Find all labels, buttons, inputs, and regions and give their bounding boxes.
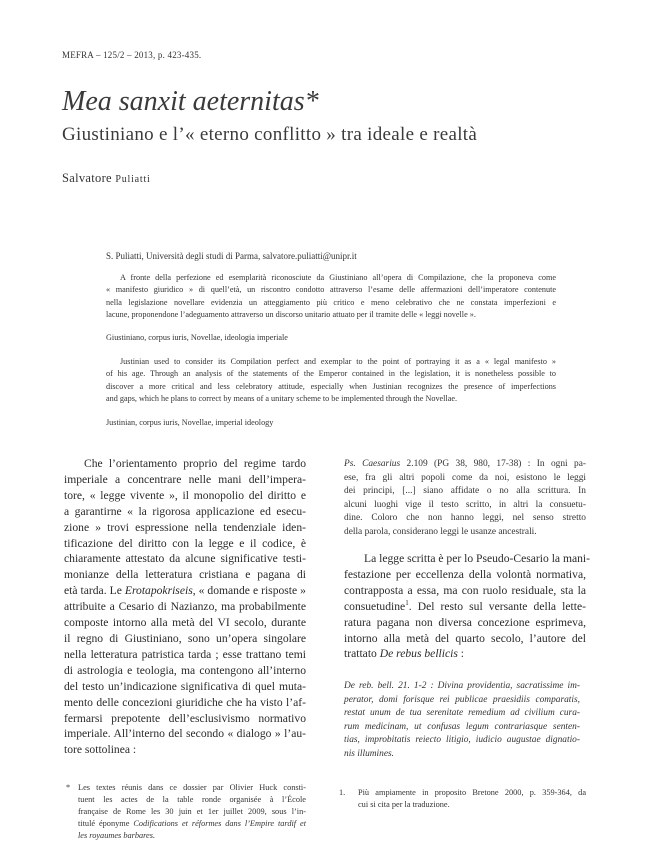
body-text: , « domande e risposte »	[192, 584, 306, 598]
abstract-en-line: of his age. Through an analysis of the statements of the Emperor contained in the legislation, it is nonetheless possible to	[106, 369, 556, 379]
quote-de-rebus-bellicis	[344, 680, 580, 762]
body-line: di astrologia e teologia, ma contengono all’interno	[64, 663, 306, 677]
body-line: mento delle concezioni giuridiche che ha visto l’af-	[64, 695, 306, 709]
quote-line: nis illumines.	[344, 748, 395, 759]
body-line: tore, « legge vivente », il monopolio del diritto e	[64, 488, 306, 502]
body-line: nella letteratura patristica tarda ; esse trattano temi	[64, 647, 306, 661]
body-line: imperiale. All’interno del secondo « dialogo » l’au-	[64, 727, 306, 741]
abstract-english	[106, 356, 556, 405]
footnote-1	[339, 787, 586, 811]
body-line: a garantirne « la rigorosa applicazione ed esecu-	[64, 504, 306, 518]
abstract-it-line: « manifesto giuridico » di quell’età, un riscontro condotto attraverso l’esame delle affermazioni dell’imperatore contenute	[106, 285, 556, 295]
body-left-column	[64, 456, 306, 758]
quote-line: dine. Coloro che non hanno leggi, nel senso stretto	[344, 513, 586, 524]
body-text: consuetudine	[344, 599, 406, 613]
abstract-en-line: and gaps, which he plans to correct by means of a unitary scheme to be implemented through the Novellae.	[106, 393, 458, 403]
body-line: attribuite a Cesario di Nazianzo, ma probabilmente	[64, 600, 306, 614]
abstract-it-line: lacune, proponendone l’adeguamento attraverso un discorso unitario attuato per il tramite delle « leggi novelle ».	[106, 309, 476, 319]
quote-text: 2.109 (PG 38, 980, 17-38) : In ogni pa-	[406, 459, 587, 469]
footnote-line: française de Rome les 30 juin et 1er juillet 2009, sous l’in-	[78, 807, 306, 816]
body-line: del testo un’indicazione significativa di quel muta-	[64, 679, 306, 693]
abstract-it-line: nella legislazione novellare evidenzia un atteggiamento più critico e meno celebrativo che ne constata imperfezioni e	[106, 297, 556, 307]
article-subtitle: Giustiniano e l’« eterno conflitto » tra ideale e realtà	[62, 124, 478, 145]
footnote-line	[78, 818, 306, 830]
body-line: ratura pagana non diversa concezione esprimeva,	[344, 615, 586, 629]
footnote-line: les royaumes barbares.	[78, 831, 156, 840]
body-line: zione » trovi espressione nella tendenziale iden-	[64, 520, 306, 534]
journal-header: MEFRA – 125/2 – 2013, p. 423-435.	[62, 50, 202, 60]
footnote-text: titulé éponyme	[78, 819, 134, 828]
abstract-italian	[106, 272, 556, 321]
quote-source: Ps. Caesarius	[344, 459, 401, 469]
work-title-erotapokriseis: Erotapokriseis	[124, 584, 193, 598]
quote-pseudo-caesarius	[344, 458, 586, 540]
body-line: tificazione del diritto con la legge e il codice, è	[64, 536, 306, 550]
author-affiliation: S. Puliatti, Università degli studi di Parma, salvatore.puliatti@unipr.it	[106, 251, 357, 261]
body-line: chiaramente attestato da alcune significative testi-	[64, 552, 306, 566]
work-title-de-rebus-bellicis: De rebus bellicis	[379, 647, 458, 661]
body-text: età tarda. Le	[64, 584, 125, 598]
author-first-name: Salvatore	[62, 171, 116, 185]
abstract-it-line: A fronte della perfezione ed esemplarità riconosciute da Giustiniano all’opera di Compilazione, che la proponeva come	[120, 273, 556, 282]
body-text: . Del resto sul versante della lette-	[408, 599, 586, 613]
footnote-ref-1[interactable]: 1	[405, 598, 409, 607]
quote-text: 21. 1-2 : Divina providentia, sacratissime im-	[394, 681, 581, 691]
body-text: trattato	[344, 647, 380, 661]
body-line: tore sottolinea :	[64, 743, 137, 757]
body-line: monianze della letteratura cristiana e pagana di	[64, 568, 306, 582]
body-line: intorno alla metà del quarto secolo, l’autore del	[344, 631, 586, 645]
body-line	[344, 599, 586, 615]
quote-line: ese, fra gli altri popoli come da noi, esistono le leggi	[344, 472, 586, 483]
quote-line: rum medicinam, ut confusas legum contrariasque senten-	[344, 721, 580, 732]
abstract-en-line: Justinian used to consider its Compilation perfect and exemplar to the point of portraying it as a « legal manifesto »	[120, 357, 556, 366]
abstract-en-line: discover a more critical and less celebratory attitude, especially when Justinian recognizes the presence of imperfections	[106, 381, 556, 391]
footnote-title: Codifications et réformes dans l’Empire tardif et	[133, 819, 306, 828]
quote-source: De reb. bell.	[344, 681, 394, 691]
quote-line: tias, improbitatis reiecto litigio, iudicio augustae dignatio-	[344, 735, 580, 746]
footnote-line: Les textes réunis dans ce dossier par Olivier Huck consti-	[78, 783, 306, 792]
article-title: Mea sanxit aeternitas*	[62, 86, 319, 117]
author-last-name: Puliatti	[115, 174, 151, 185]
footnote-star	[66, 782, 306, 842]
quote-line	[344, 458, 586, 472]
body-line	[344, 646, 586, 662]
quote-line: restat unum de tua serenitate remedium ad civilium cura-	[344, 708, 580, 719]
body-line	[64, 583, 306, 599]
footnote-line: cui si cita per la traduzione.	[358, 800, 450, 809]
author-name	[62, 171, 151, 186]
body-line: composte intorno alla metà del VI secolo, durante	[64, 616, 306, 630]
footnote-line: tuent les actes de la table ronde organisée à l’École	[78, 795, 306, 804]
body-line: festazione per eccellenza della volontà normativa,	[344, 567, 586, 581]
footnote-line: Più ampiamente in proposito Bretone 2000, p. 359-364, da	[358, 788, 586, 797]
body-line: contrapposta a essa, ma con ruolo residuale, sta la	[344, 583, 586, 597]
body-line: Che l’orientamento proprio del regime tardo	[84, 457, 306, 470]
body-line: fermarsi prepotente dell’esclusivismo normativo	[64, 711, 306, 725]
body-line: La legge scritta è per lo Pseudo-Cesario la mani-	[364, 552, 590, 565]
keywords-italian: Giustiniano, corpus iuris, Novellae, ideologia imperiale	[106, 333, 288, 342]
keywords-english: Justinian, corpus iuris, Novellae, imperial ideology	[106, 418, 274, 427]
body-right-paragraph	[344, 551, 590, 662]
body-line: il regno di Giustiniano, sono un’opera singolare	[64, 631, 306, 645]
body-line: imperiale a concentrare nelle mani dell’impera-	[64, 472, 306, 486]
quote-line: dei principi, [...] siano affidate o no alla scrittura. In	[344, 486, 586, 497]
quote-line: perator, domi forisque rei publicae praesidiis comparatis,	[344, 694, 580, 705]
footnote-1-mark: 1.	[339, 788, 346, 797]
quote-line: della parola, considerano leggi le usanze ancestrali.	[344, 526, 537, 537]
quote-line	[344, 680, 580, 694]
footnote-star-mark: *	[66, 783, 71, 792]
quote-line: alcuni luoghi vige il testo scritto, in altri la consuetu-	[344, 499, 586, 510]
body-text: :	[457, 647, 464, 661]
